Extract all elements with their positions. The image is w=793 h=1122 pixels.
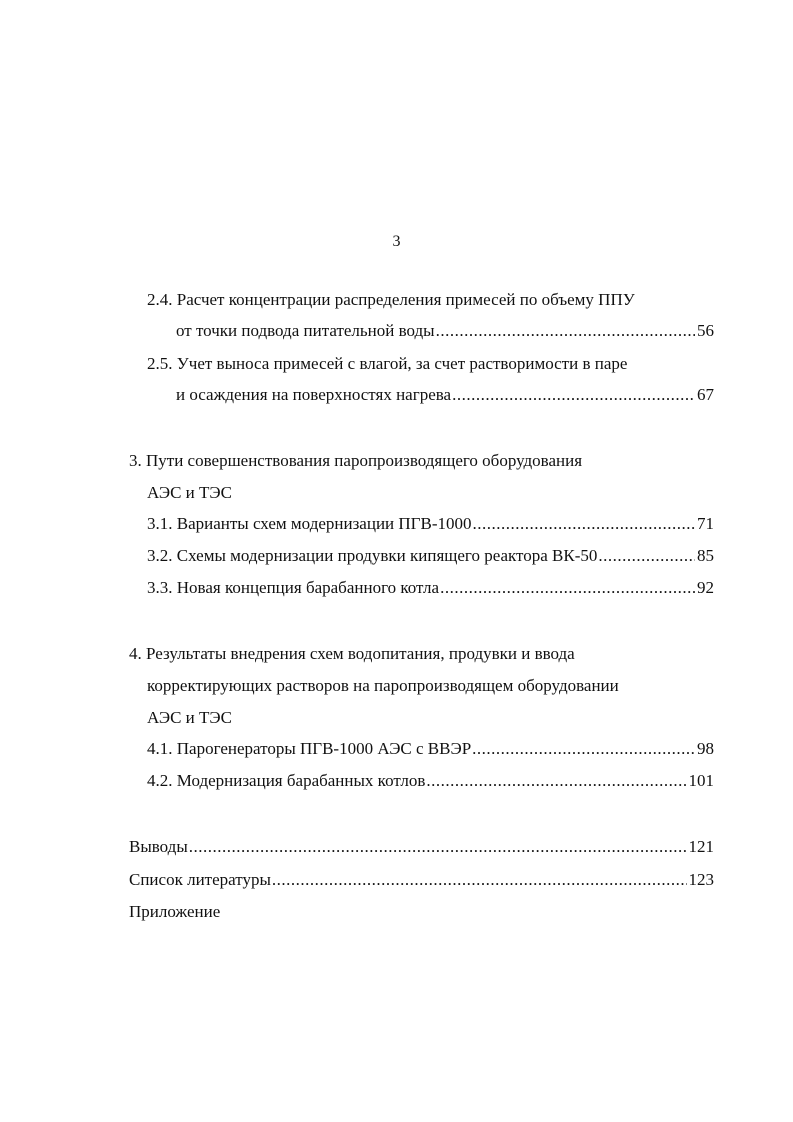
section-4-title-line2: корректирующих растворов на паропроизводящем оборудовании xyxy=(147,676,619,695)
toc-entry-4-1[interactable] xyxy=(147,737,714,761)
toc-entry-references[interactable] xyxy=(129,868,714,892)
toc-entry-text: 4.1. Парогенераторы ПГВ-1000 АЭС с ВВЭР xyxy=(147,739,472,758)
toc-entry-2-4-line1: 2.4. Расчет концентрации распределения примесей по объему ППУ xyxy=(147,290,635,309)
toc-page-number: 121 xyxy=(688,837,714,856)
toc-entry-2-4[interactable] xyxy=(176,319,714,343)
dot-leader xyxy=(473,512,696,536)
dot-leader xyxy=(189,835,687,859)
toc-entry-text: Выводы xyxy=(129,837,188,856)
toc-page-number: 92 xyxy=(697,578,714,597)
page-number: 3 xyxy=(392,233,401,250)
toc-entry-appendix[interactable]: Приложение xyxy=(129,902,221,921)
dot-leader xyxy=(440,576,695,600)
dot-leader xyxy=(426,769,686,793)
section-4-title-line1: 4. Результаты внедрения схем водопитания, продувки и ввода xyxy=(129,644,575,663)
section-3-title-line1: 3. Пути совершенствования паропроизводящего оборудования xyxy=(129,451,583,470)
toc-entry-text: 4.2. Модернизация барабанных котлов xyxy=(147,771,426,790)
dot-leader xyxy=(272,868,687,892)
toc-entry-2-5[interactable] xyxy=(176,383,714,407)
toc-entry-3-3[interactable] xyxy=(147,576,714,600)
dot-leader xyxy=(472,737,695,761)
toc-page-number: 85 xyxy=(697,546,714,565)
toc-page-number: 101 xyxy=(688,771,714,790)
dot-leader xyxy=(436,319,695,343)
toc-entry-text: 3.3. Новая концепция барабанного котла xyxy=(147,578,440,597)
toc-entry-text: Список литературы xyxy=(129,870,271,889)
toc-entry-3-2[interactable] xyxy=(147,544,714,568)
toc-page-number: 56 xyxy=(697,321,714,340)
toc-page-number: 67 xyxy=(697,385,714,404)
section-4-title-line3: АЭС и ТЭС xyxy=(147,708,232,727)
toc-entry-2-4-line2: от точки подвода питательной воды xyxy=(176,321,435,340)
toc-entry-3-1[interactable] xyxy=(147,512,714,536)
section-3-title-line2: АЭС и ТЭС xyxy=(147,483,232,502)
dot-leader xyxy=(452,383,695,407)
toc-entry-text: 3.1. Варианты схем модернизации ПГВ-1000 xyxy=(147,514,472,533)
dot-leader xyxy=(598,544,695,568)
toc-entry-conclusions[interactable] xyxy=(129,835,714,859)
toc-page-number: 71 xyxy=(697,514,714,533)
toc-entry-text: 3.2. Схемы модернизации продувки кипящего реактора ВК-50 xyxy=(147,546,598,565)
toc-page-number: 98 xyxy=(697,739,714,758)
toc-entry-2-5-line2: и осаждения на поверхностях нагрева xyxy=(176,385,452,404)
toc-entry-2-5-line1: 2.5. Учет выноса примесей с влагой, за счет растворимости в паре xyxy=(147,354,628,373)
toc-page-number: 123 xyxy=(688,870,714,889)
toc-entry-4-2[interactable] xyxy=(147,769,714,793)
